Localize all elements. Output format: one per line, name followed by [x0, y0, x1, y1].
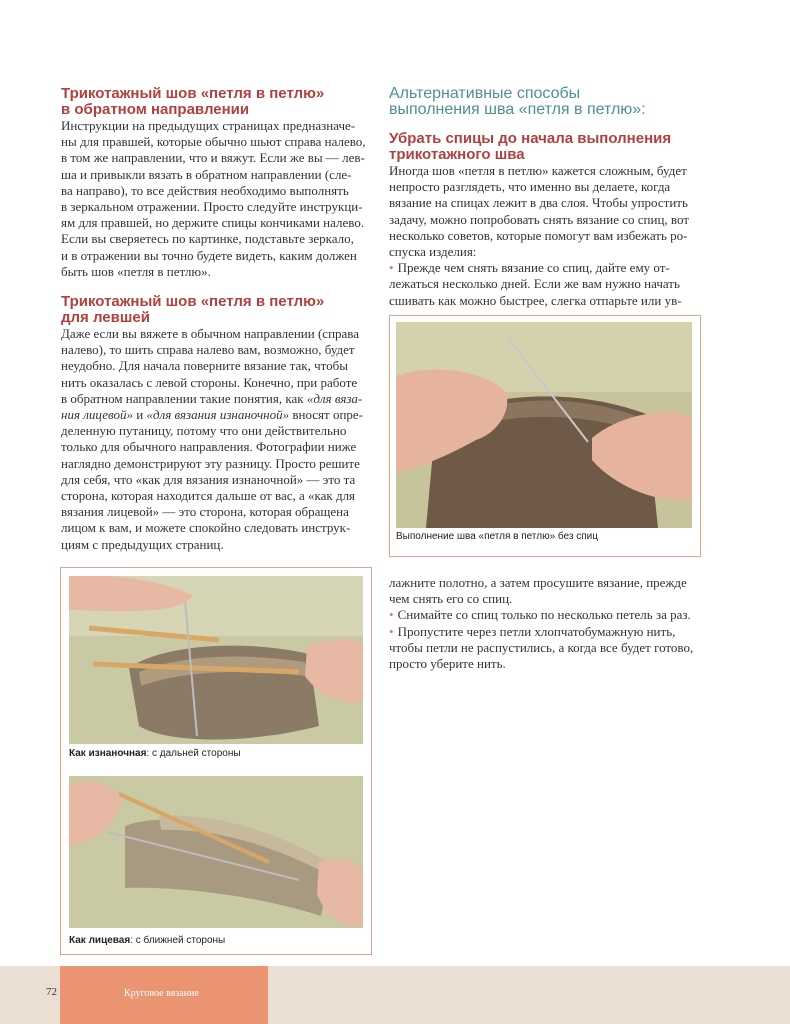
bullet-item-3: • Пропустите через петли хлопчатобумажную нить, чтобы петли не распустились, а когда все будет готово, просто уберите нить.	[389, 623, 694, 672]
heading-remove-needles: Убрать спицы до начала выполнения трикотажного шва	[389, 130, 672, 163]
footer-section-title: Круговое вязание	[124, 988, 199, 999]
heading-reverse-direction: Трикотажный шов «петля в петлю» в обратном направлении	[61, 85, 325, 118]
right-photo-panel	[389, 315, 701, 557]
paragraph-remove-needles: Иногда шов «петля в петлю» кажется сложным, будет непросто разглядеть, что именно вы делаете, когда вязание на спицах лежит в два слоя. Чтобы упростить задачу, можно попробовать снять вязание со спиц, вот несколько советов, которые помогут вам избежать ро- спуска изделия:	[389, 163, 689, 260]
knitting-knit-side-image	[69, 776, 363, 928]
caption-no-needles: Выполнение шва «петля в петлю» без спиц	[396, 531, 598, 542]
knitting-no-needles-image	[396, 322, 692, 528]
paragraph-left-handed: Даже если вы вяжете в обычном направлении (справа налево), то шить справа налево вам, возможно, будет неудобно. Для начала поверните вязание так, чтобы нить оказалась с левой стороны. Конечно, при работе в обратном направлении такие понятия, как «для вяза- ния лицевой» и «для вязания изнаночной» вносят опре- деленную путаницу, потому что они действительно только для обычного направления. Фотографии ниже наглядно демонстрируют эту разницу. Просто решите для себя, что «как для вязания изнаночной» — это та сторона, которая находится дальше от вас, а «как для вязания лицевой» — это сторона, которая обращена лицом к вам, и можете спокойно следовать инструк- циям с предыдущих страниц.	[61, 326, 364, 552]
right-column-top	[389, 86, 701, 309]
photo-knit-side	[69, 776, 363, 928]
caption-knit-side: Как лицевая: с ближней стороны	[69, 935, 226, 946]
photo-purl-side	[69, 576, 363, 744]
heading-alternative-methods: Альтернативные способы выполнения шва «петля в петлю»:	[389, 85, 646, 118]
heading-left-handed: Трикотажный шов «петля в петлю» для левшей	[61, 293, 325, 327]
caption-purl-side: Как изнаночная: с дальней стороны	[69, 748, 241, 759]
left-column	[61, 86, 374, 553]
bullet-icon: •	[389, 623, 394, 639]
bullet-icon: •	[389, 607, 394, 623]
right-column-bottom	[389, 575, 701, 672]
bullet-item-1: • Прежде чем снять вязание со спиц, дайте ему от- лежаться несколько дней. Если же вам нужно начать сшивать как можно быстрее, слегка отпарьте или ув-	[389, 260, 682, 308]
knitting-purl-side-image	[69, 576, 363, 744]
bullet-item-2: • Снимайте со спиц только по несколько петель за раз.	[389, 607, 691, 623]
bullet-icon: •	[389, 260, 394, 276]
page-number: 72	[46, 986, 57, 998]
photo-no-needles	[396, 322, 692, 528]
paragraph-reverse-direction: Инструкции на предыдущих страницах предназначе- ны для правшей, которые обычно шьют справа налево, в том же направлении, что и вяжут. Если же вы — лев- ша и привыкли вязать в обратном направлении (сле- ва направо), то все действия необходимо выполнять в зеркальном отражении. Просто следуйте инструкци- ям для правшей, но держите спицы кончиками налево. Если вы сверяетесь по картинке, подставьте зеркало, и в отражении вы точно будете видеть, каким должен быть шов «петля в петлю».	[61, 118, 366, 279]
bullet-item-1-continued: лажните полотно, а затем просушите вязание, прежде чем снять его со спиц.	[389, 575, 687, 607]
left-photo-panel	[60, 567, 372, 955]
